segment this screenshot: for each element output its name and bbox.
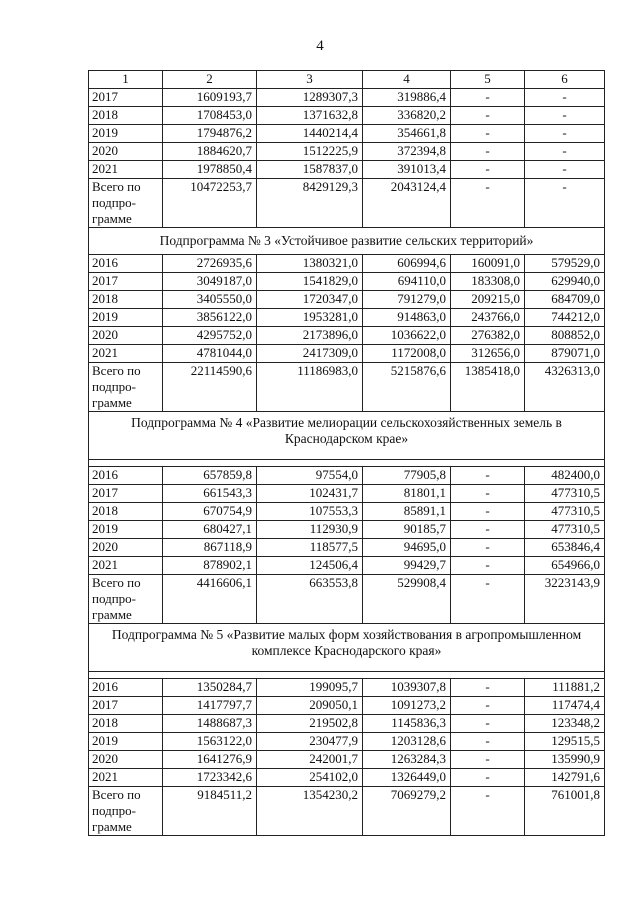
value-cell: 254102,0	[257, 769, 363, 787]
value-cell: 1172008,0	[363, 345, 451, 363]
value-cell: 2173896,0	[257, 327, 363, 345]
value-cell: 4295752,0	[163, 327, 257, 345]
value-cell: 3405550,0	[163, 291, 257, 309]
value-cell: 1953281,0	[257, 309, 363, 327]
table-row	[89, 521, 605, 539]
year-cell: 2019	[89, 309, 163, 327]
total-row	[89, 787, 605, 836]
year-cell: 2021	[89, 345, 163, 363]
header-cell: 5	[451, 71, 525, 89]
value-cell: 123348,2	[525, 715, 605, 733]
value-cell: 312656,0	[451, 345, 525, 363]
total-value-cell: -	[451, 179, 525, 228]
value-cell: 1350284,7	[163, 679, 257, 697]
section-title: Подпрограмма № 5 «Развитие малых форм хозяйствования в агропромышленном комплексе Краснодарского края»	[89, 624, 605, 672]
total-label: Всего по подпро-грамме	[89, 179, 163, 228]
section-row	[89, 412, 605, 460]
value-cell: 77905,8	[363, 467, 451, 485]
spacer-row	[89, 672, 605, 679]
value-cell: 661543,3	[163, 485, 257, 503]
table-row	[89, 345, 605, 363]
table-row	[89, 107, 605, 125]
value-cell: -	[451, 715, 525, 733]
year-cell: 2018	[89, 503, 163, 521]
section-title: Подпрограмма № 3 «Устойчивое развитие сельских территорий»	[89, 228, 605, 255]
value-cell: 112930,9	[257, 521, 363, 539]
value-cell: 3049187,0	[163, 273, 257, 291]
total-label: Всего по подпро-грамме	[89, 787, 163, 836]
year-cell: 2020	[89, 327, 163, 345]
value-cell: 90185,7	[363, 521, 451, 539]
value-cell: 117474,4	[525, 697, 605, 715]
spacer-cell	[89, 460, 605, 467]
value-cell: -	[451, 89, 525, 107]
value-cell: 1145836,3	[363, 715, 451, 733]
total-value-cell: 2043124,4	[363, 179, 451, 228]
total-value-cell: 3223143,9	[525, 575, 605, 624]
value-cell: 684709,0	[525, 291, 605, 309]
total-value-cell: -	[525, 179, 605, 228]
spacer-row	[89, 460, 605, 467]
page-number: 4	[316, 38, 324, 54]
table-row	[89, 679, 605, 697]
value-cell: 1380321,0	[257, 255, 363, 273]
value-cell: 372394,8	[363, 143, 451, 161]
value-cell: 97554,0	[257, 467, 363, 485]
total-value-cell: 663553,8	[257, 575, 363, 624]
value-cell: 694110,0	[363, 273, 451, 291]
total-value-cell: 5215876,6	[363, 363, 451, 412]
table-row	[89, 255, 605, 273]
table-row	[89, 273, 605, 291]
table-row	[89, 89, 605, 107]
table-row	[89, 697, 605, 715]
value-cell: 4781044,0	[163, 345, 257, 363]
value-cell: 670754,9	[163, 503, 257, 521]
year-cell: 2021	[89, 769, 163, 787]
total-row	[89, 363, 605, 412]
year-cell: 2018	[89, 107, 163, 125]
value-cell: -	[451, 467, 525, 485]
value-cell: 878902,1	[163, 557, 257, 575]
value-cell: 1587837,0	[257, 161, 363, 179]
year-cell: 2016	[89, 467, 163, 485]
value-cell: -	[451, 521, 525, 539]
table-row	[89, 327, 605, 345]
value-cell: -	[525, 89, 605, 107]
value-cell: 3856122,0	[163, 309, 257, 327]
value-cell: 209050,1	[257, 697, 363, 715]
value-cell: 867118,9	[163, 539, 257, 557]
total-value-cell: 22114590,6	[163, 363, 257, 412]
year-cell: 2021	[89, 161, 163, 179]
year-cell: 2020	[89, 143, 163, 161]
value-cell: 1371632,8	[257, 107, 363, 125]
total-value-cell: 4416606,1	[163, 575, 257, 624]
value-cell: 1512225,9	[257, 143, 363, 161]
year-cell: 2017	[89, 89, 163, 107]
total-value-cell: 4326313,0	[525, 363, 605, 412]
value-cell: -	[451, 125, 525, 143]
value-cell: 1723342,6	[163, 769, 257, 787]
value-cell: 1708453,0	[163, 107, 257, 125]
value-cell: 680427,1	[163, 521, 257, 539]
value-cell: -	[525, 161, 605, 179]
value-cell: -	[451, 143, 525, 161]
year-cell: 2016	[89, 255, 163, 273]
total-value-cell: 1385418,0	[451, 363, 525, 412]
value-cell: 209215,0	[451, 291, 525, 309]
table-row	[89, 485, 605, 503]
total-value-cell: -	[451, 787, 525, 836]
value-cell: 160091,0	[451, 255, 525, 273]
value-cell: -	[451, 769, 525, 787]
value-cell: 183308,0	[451, 273, 525, 291]
value-cell: 94695,0	[363, 539, 451, 557]
value-cell: 1488687,3	[163, 715, 257, 733]
value-cell: 1563122,0	[163, 733, 257, 751]
value-cell: 1440214,4	[257, 125, 363, 143]
year-cell: 2016	[89, 679, 163, 697]
value-cell: -	[451, 557, 525, 575]
value-cell: 579529,0	[525, 255, 605, 273]
year-cell: 2018	[89, 291, 163, 309]
total-value-cell: 7069279,2	[363, 787, 451, 836]
total-row	[89, 179, 605, 228]
header-row	[89, 71, 605, 89]
value-cell: 1091273,2	[363, 697, 451, 715]
year-cell: 2017	[89, 273, 163, 291]
value-cell: 242001,7	[257, 751, 363, 769]
value-cell: 1417797,7	[163, 697, 257, 715]
table-row	[89, 291, 605, 309]
value-cell: 199095,7	[257, 679, 363, 697]
value-cell: 1289307,3	[257, 89, 363, 107]
section-row	[89, 228, 605, 255]
table-row	[89, 161, 605, 179]
value-cell: -	[451, 539, 525, 557]
value-cell: 744212,0	[525, 309, 605, 327]
year-cell: 2019	[89, 125, 163, 143]
value-cell: 219502,8	[257, 715, 363, 733]
value-cell: 124506,4	[257, 557, 363, 575]
section-row	[89, 624, 605, 672]
table-row	[89, 539, 605, 557]
value-cell: -	[451, 161, 525, 179]
value-cell: 336820,2	[363, 107, 451, 125]
value-cell: -	[451, 733, 525, 751]
value-cell: 654966,0	[525, 557, 605, 575]
value-cell: -	[451, 697, 525, 715]
total-row	[89, 575, 605, 624]
total-value-cell: 10472253,7	[163, 179, 257, 228]
value-cell: 1641276,9	[163, 751, 257, 769]
header-cell: 3	[257, 71, 363, 89]
value-cell: 653846,4	[525, 539, 605, 557]
value-cell: 99429,7	[363, 557, 451, 575]
value-cell: 1263284,3	[363, 751, 451, 769]
value-cell: 482400,0	[525, 467, 605, 485]
value-cell: 1036622,0	[363, 327, 451, 345]
value-cell: 606994,6	[363, 255, 451, 273]
year-cell: 2020	[89, 751, 163, 769]
total-label: Всего по подпро-грамме	[89, 363, 163, 412]
value-cell: 111881,2	[525, 679, 605, 697]
value-cell: 230477,9	[257, 733, 363, 751]
value-cell: 2726935,6	[163, 255, 257, 273]
table-row	[89, 769, 605, 787]
value-cell: 1884620,7	[163, 143, 257, 161]
table-row	[89, 467, 605, 485]
value-cell: 808852,0	[525, 327, 605, 345]
year-cell: 2019	[89, 733, 163, 751]
section-title: Подпрограмма № 4 «Развитие мелиорации сельскохозяйственных земель в Краснодарском крае»	[89, 412, 605, 460]
value-cell: 85891,1	[363, 503, 451, 521]
value-cell: 243766,0	[451, 309, 525, 327]
year-cell: 2017	[89, 697, 163, 715]
value-cell: 81801,1	[363, 485, 451, 503]
value-cell: -	[525, 125, 605, 143]
total-value-cell: 529908,4	[363, 575, 451, 624]
value-cell: 477310,5	[525, 503, 605, 521]
value-cell: 1609193,7	[163, 89, 257, 107]
total-value-cell: 1354230,2	[257, 787, 363, 836]
value-cell: 276382,0	[451, 327, 525, 345]
value-cell: 2417309,0	[257, 345, 363, 363]
year-cell: 2017	[89, 485, 163, 503]
value-cell: 102431,7	[257, 485, 363, 503]
value-cell: -	[451, 107, 525, 125]
value-cell: 135990,9	[525, 751, 605, 769]
value-cell: 1978850,4	[163, 161, 257, 179]
value-cell: 477310,5	[525, 521, 605, 539]
table-row	[89, 309, 605, 327]
value-cell: -	[451, 751, 525, 769]
value-cell: -	[451, 485, 525, 503]
value-cell: 1720347,0	[257, 291, 363, 309]
budget-table	[88, 70, 605, 836]
total-value-cell: 8429129,3	[257, 179, 363, 228]
value-cell: -	[525, 107, 605, 125]
value-cell: 354661,8	[363, 125, 451, 143]
value-cell: 1541829,0	[257, 273, 363, 291]
spacer-cell	[89, 672, 605, 679]
value-cell: 391013,4	[363, 161, 451, 179]
year-cell: 2018	[89, 715, 163, 733]
value-cell: 319886,4	[363, 89, 451, 107]
value-cell: 129515,5	[525, 733, 605, 751]
value-cell: 1794876,2	[163, 125, 257, 143]
year-cell: 2020	[89, 539, 163, 557]
header-cell: 2	[163, 71, 257, 89]
table-row	[89, 557, 605, 575]
value-cell: 629940,0	[525, 273, 605, 291]
year-cell: 2021	[89, 557, 163, 575]
value-cell: 1039307,8	[363, 679, 451, 697]
value-cell: 657859,8	[163, 467, 257, 485]
value-cell: 107553,3	[257, 503, 363, 521]
header-cell: 1	[89, 71, 163, 89]
value-cell: 879071,0	[525, 345, 605, 363]
value-cell: 914863,0	[363, 309, 451, 327]
header-cell: 6	[525, 71, 605, 89]
value-cell: 791279,0	[363, 291, 451, 309]
table-row	[89, 715, 605, 733]
table-row	[89, 733, 605, 751]
total-value-cell: 9184511,2	[163, 787, 257, 836]
value-cell: -	[525, 143, 605, 161]
value-cell: -	[451, 503, 525, 521]
total-value-cell: 761001,8	[525, 787, 605, 836]
total-label: Всего по подпро-грамме	[89, 575, 163, 624]
total-value-cell: 11186983,0	[257, 363, 363, 412]
year-cell: 2019	[89, 521, 163, 539]
value-cell: 1203128,6	[363, 733, 451, 751]
value-cell: 142791,6	[525, 769, 605, 787]
total-value-cell: -	[451, 575, 525, 624]
table-row	[89, 143, 605, 161]
value-cell: 118577,5	[257, 539, 363, 557]
table-row	[89, 125, 605, 143]
value-cell: -	[451, 679, 525, 697]
header-cell: 4	[363, 71, 451, 89]
value-cell: 1326449,0	[363, 769, 451, 787]
table-row	[89, 751, 605, 769]
table-row	[89, 503, 605, 521]
value-cell: 477310,5	[525, 485, 605, 503]
